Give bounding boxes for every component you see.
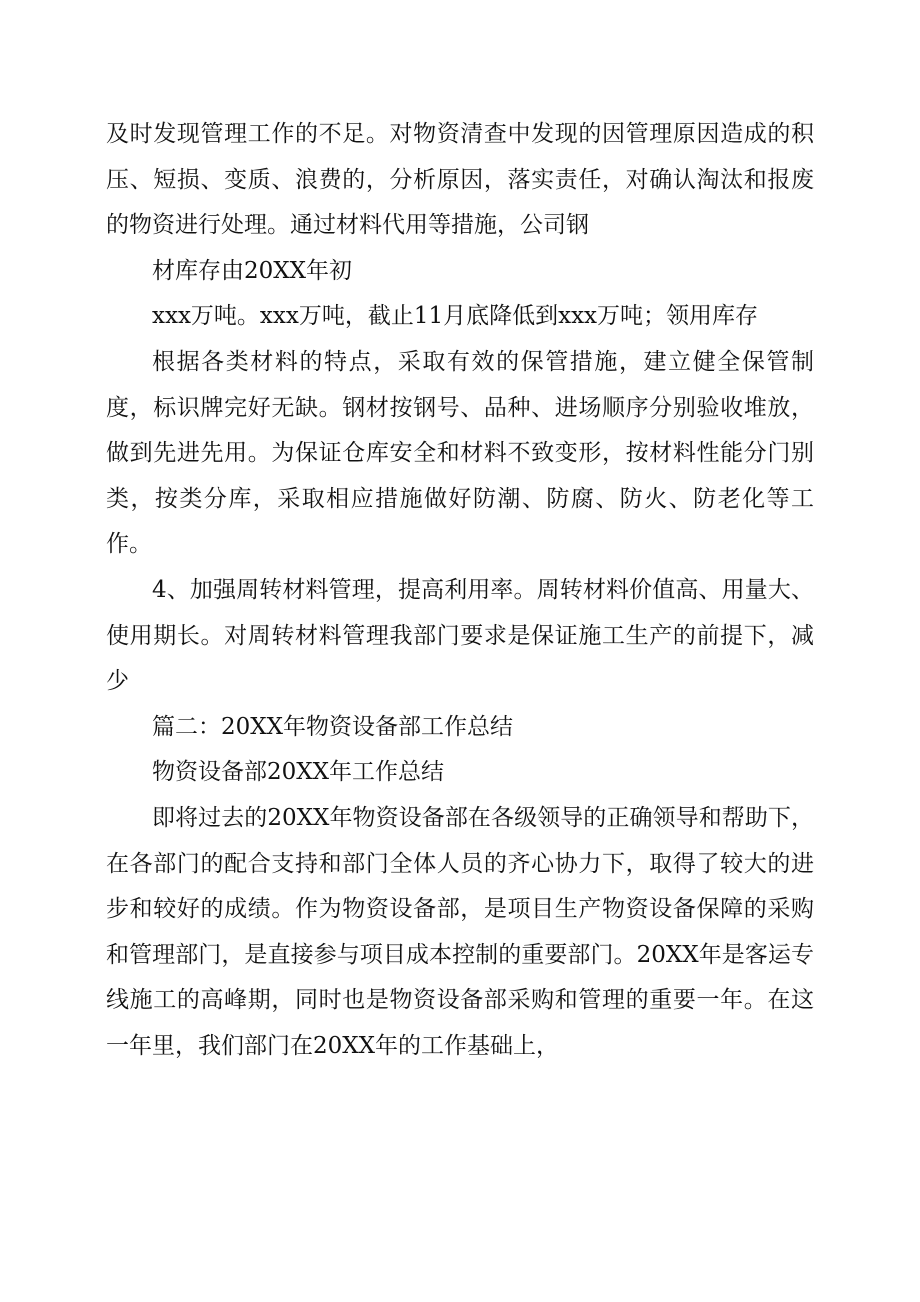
section-heading: 篇二：20XX年物资设备部工作总结	[152, 713, 514, 740]
paragraph-2: 材库存由20XX年初	[152, 257, 353, 284]
paragraph-8: 即将过去的20XX年物资设备部在各级领导的正确领导和帮助下，在各部门的配合支持和部门全体人员的齐心协力下，取得了较大的进步和较好的成绩。作为物资设备部，是项目生产物资设备保障的采购和管理部门，是直接参与项目成本控制的重要部门。20XX年是客运专线施工的高峰期，同时也是物资设备部采购和管理的重要一年。在这一年里，我们部门在20XX年的工作基础上，	[106, 804, 814, 1059]
section-subtitle: 物资设备部20XX年工作总结	[152, 759, 445, 786]
document-page	[106, 112, 814, 1069]
paragraph-3: xxx万吨。xxx万吨，截止11月底降低到xxx万吨；领用库存	[152, 303, 759, 330]
paragraph-1: 及时发现管理工作的不足。对物资清查中发现的因管理原因造成的积压、短损、变质、浪费的，分析原因，落实责任，对确认淘汰和报废的物资进行处理。通过材料代用等措施，公司钢	[106, 121, 814, 239]
paragraph-4: 根据各类材料的特点，采取有效的保管措施，建立健全保管制度，标识牌完好无缺。钢材按钢号、品种、进场顺序分别验收堆放，做到先进先用。为保证仓库安全和材料不致变形，按材料性能分门别类，按类分库，采取相应措施做好防潮、防腐、防火、防老化等工作。	[106, 348, 814, 558]
paragraph-5: 4、加强周转材料管理，提高利用率。周转材料价值高、用量大、使用期长。对周转材料管理我部门要求是保证施工生产的前提下，减少	[106, 576, 814, 695]
